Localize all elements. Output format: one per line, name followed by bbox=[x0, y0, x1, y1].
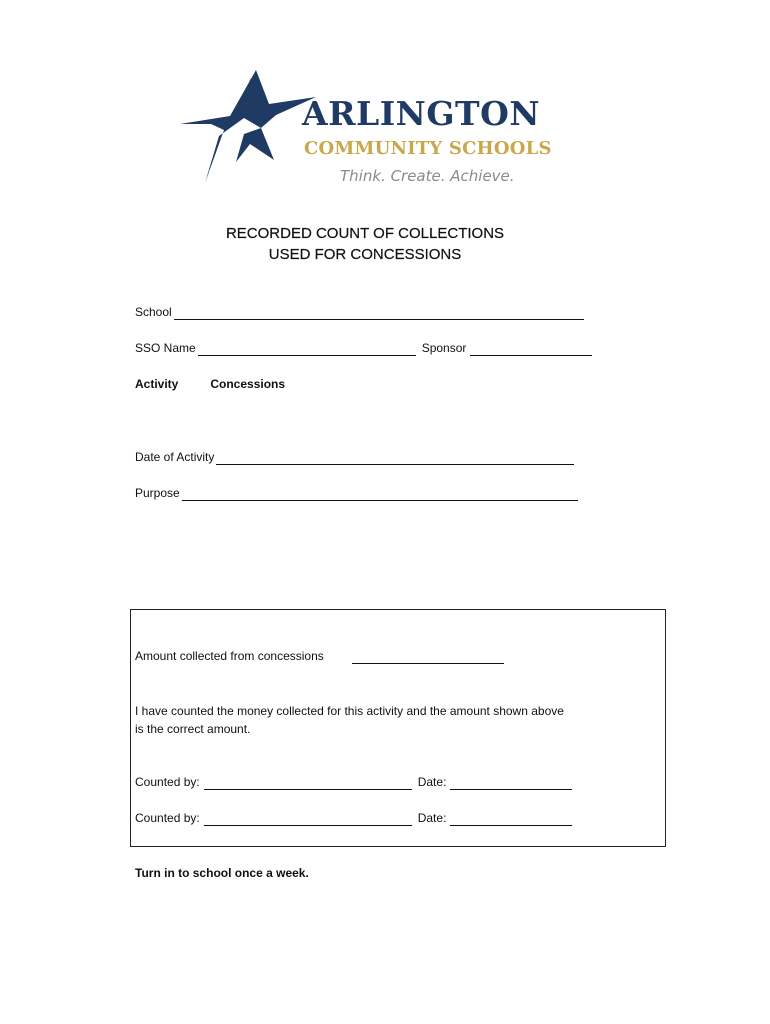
counted-by-label: Counted by: bbox=[135, 811, 200, 825]
document-title-line1: RECORDED COUNT OF COLLECTIONS bbox=[225, 225, 505, 242]
logo-name: ARLINGTON bbox=[302, 94, 540, 133]
document-title-line2: USED FOR CONCESSIONS bbox=[268, 246, 462, 263]
activity-value: Concessions bbox=[210, 377, 286, 391]
sponsor-field[interactable] bbox=[470, 344, 592, 356]
date-row bbox=[135, 449, 574, 465]
purpose-row bbox=[135, 485, 578, 501]
counted-by-row-2 bbox=[135, 810, 572, 826]
school-row bbox=[135, 304, 584, 320]
purpose-label: Purpose bbox=[135, 486, 180, 500]
counted-by-field[interactable] bbox=[204, 814, 412, 826]
declaration-text: I have counted the money collected for this activity and the amount shown above is the correct amount. bbox=[135, 704, 564, 736]
school-field[interactable] bbox=[174, 308, 584, 320]
count-box bbox=[130, 609, 666, 847]
turn-in-note: Turn in to school once a week. bbox=[135, 866, 309, 880]
activity-row bbox=[135, 376, 285, 392]
date-of-activity-field[interactable] bbox=[216, 453, 574, 465]
sponsor-label: Sponsor bbox=[421, 341, 467, 355]
counted-by-label: Counted by: bbox=[135, 775, 200, 789]
logo-tagline: Think. Create. Achieve. bbox=[340, 167, 515, 185]
sso-name-label: SSO Name bbox=[135, 341, 196, 355]
purpose-field[interactable] bbox=[182, 489, 578, 501]
counted-by-row-1 bbox=[135, 774, 572, 790]
counted-by-field[interactable] bbox=[204, 778, 412, 790]
amount-collected-field[interactable] bbox=[352, 652, 504, 664]
sso-name-field[interactable] bbox=[198, 344, 416, 356]
amount-collected-label: Amount collected from concessions bbox=[135, 649, 324, 663]
sso-row bbox=[135, 340, 592, 356]
arlington-logo bbox=[178, 66, 558, 190]
school-label: School bbox=[135, 305, 172, 319]
date-field[interactable] bbox=[450, 778, 572, 790]
amount-row bbox=[135, 648, 504, 664]
star-logo-icon bbox=[178, 66, 318, 190]
logo-subname: COMMUNITY SCHOOLS bbox=[304, 138, 552, 159]
date-of-activity-label: Date of Activity bbox=[135, 450, 215, 464]
date-label: Date: bbox=[417, 775, 447, 789]
date-field[interactable] bbox=[450, 814, 572, 826]
date-label: Date: bbox=[417, 811, 447, 825]
activity-label: Activity bbox=[135, 377, 179, 391]
